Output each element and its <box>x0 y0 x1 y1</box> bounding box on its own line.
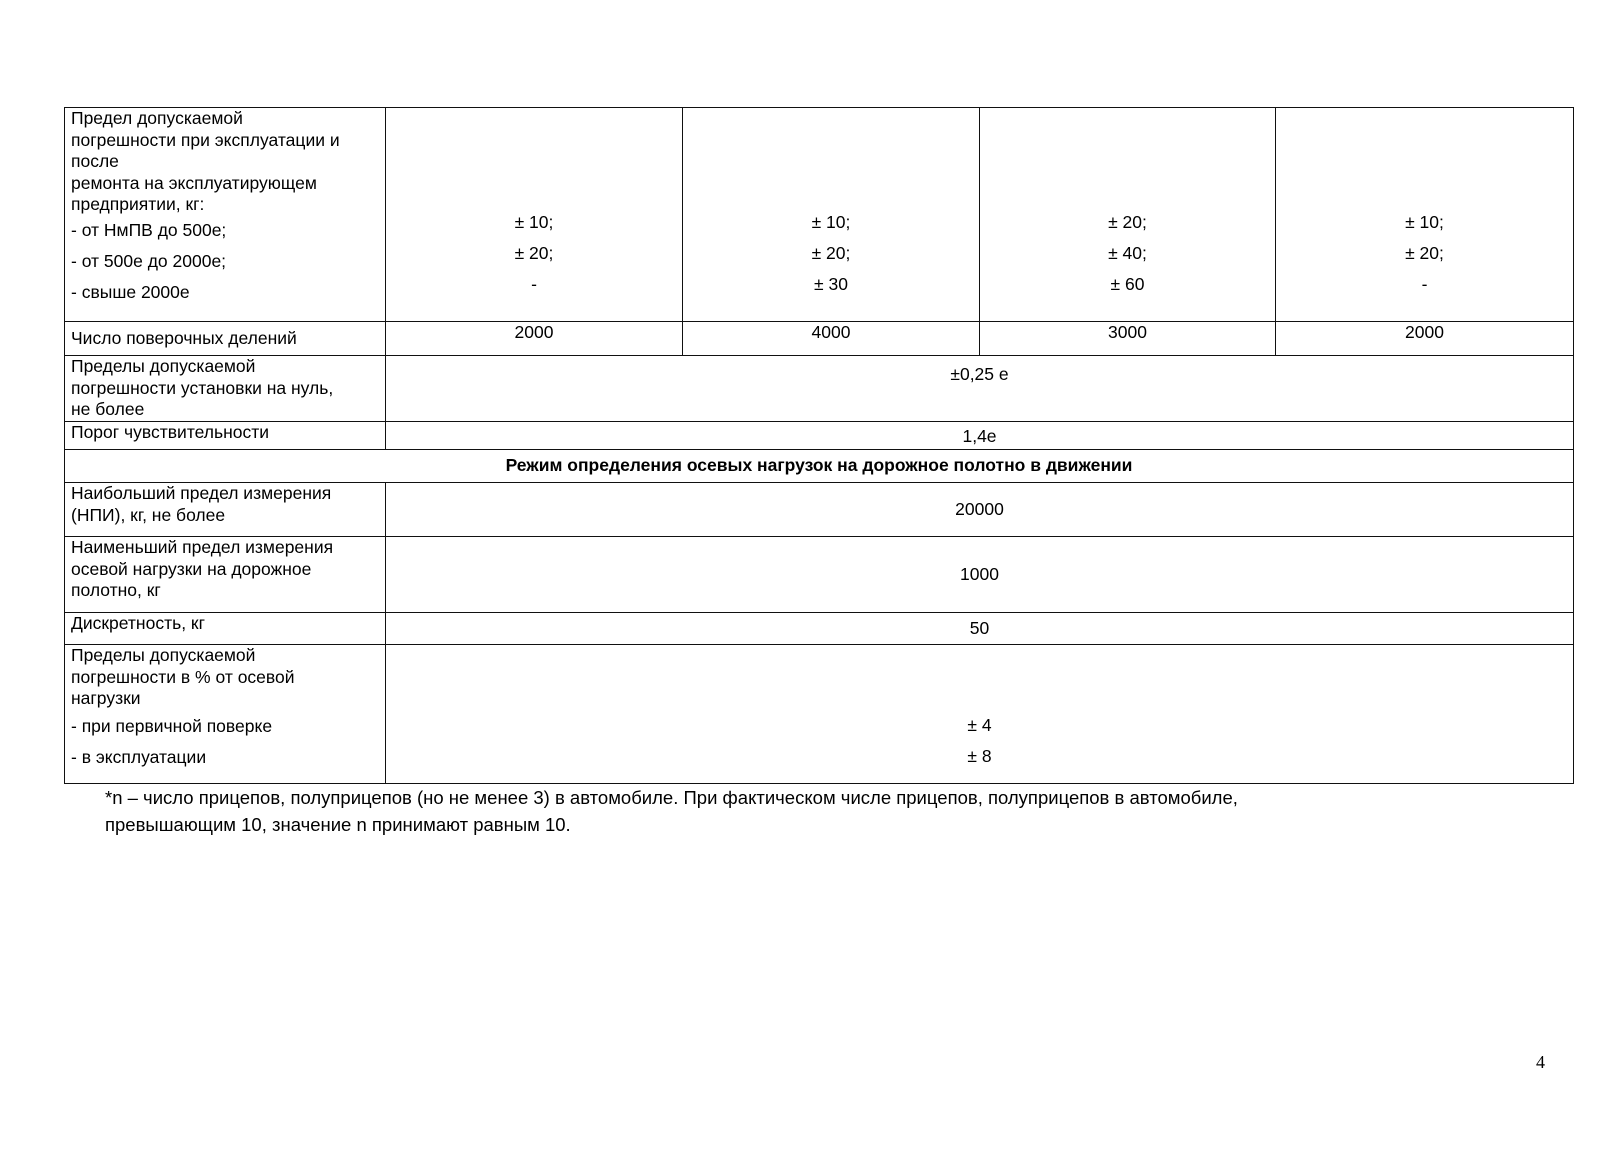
page-number: 4 <box>1536 1052 1545 1072</box>
sub-label: - в эксплуатации <box>71 746 207 767</box>
row-label <box>65 108 386 322</box>
value: ± 8 <box>967 746 992 766</box>
table-row <box>65 108 1574 322</box>
value: ± 20; <box>1405 243 1444 263</box>
label-line: полотно, кг <box>71 580 161 600</box>
value: - <box>531 274 537 294</box>
label-line: предприятии, кг: <box>71 194 205 214</box>
table-row <box>65 613 1574 645</box>
value: ± 40; <box>1108 243 1147 263</box>
value-cell: 50 <box>386 613 1574 645</box>
label-line: после <box>71 151 119 171</box>
value-cell: 1000 <box>386 537 1574 613</box>
label-line: Предел допускаемой <box>71 108 243 128</box>
label-line: осевой нагрузки на дорожное <box>71 558 312 579</box>
section-header: Режим определения осевых нагрузок на дорожное полотно в движении <box>65 450 1574 483</box>
row-label <box>65 537 386 613</box>
value-cell <box>386 645 1574 784</box>
value-cell: ±0,25 е <box>386 356 1574 422</box>
value-cell: 2000 <box>386 322 683 356</box>
sub-label: - свыше 2000е <box>71 281 190 302</box>
value: ± 20; <box>514 243 554 263</box>
row-label: Дискретность, кг <box>65 613 386 645</box>
label-line: Пределы допускаемой <box>71 356 256 376</box>
label-line: (НПИ), кг, не более <box>71 504 226 525</box>
row-label <box>65 483 386 537</box>
value-cell: 2000 <box>1276 322 1574 356</box>
footnote-line: *n – число прицепов, полуприцепов (но не менее 3) в автомобиле. При фактическом числе прицепов, полуприцепов в автомобиле, <box>105 787 1238 808</box>
label-line: ремонта на эксплуатирующем <box>71 172 317 193</box>
value: ± 20; <box>1108 212 1147 232</box>
value: ± 20; <box>811 243 851 263</box>
value-cell <box>980 108 1276 322</box>
label-line: Наименьший предел измерения <box>71 537 334 557</box>
value: ± 30 <box>814 274 848 294</box>
sub-label: - от 500е до 2000е; <box>71 250 227 271</box>
table-row <box>65 645 1574 784</box>
label-line: погрешности в % от осевой <box>71 666 295 687</box>
table-row <box>65 483 1574 537</box>
sub-label: - от НмПВ до 500е; <box>71 219 227 240</box>
value: ± 4 <box>967 715 992 735</box>
label-line: Пределы допускаемой <box>71 645 256 665</box>
value-cell: 3000 <box>980 322 1276 356</box>
label-line: погрешности установки на нуль, <box>71 377 334 398</box>
footnote-line: превышающим 10, значение n принимают равным 10. <box>105 814 571 835</box>
value-cell <box>683 108 980 322</box>
table-row <box>65 356 1574 422</box>
value-cell: 4000 <box>683 322 980 356</box>
label-line: не более <box>71 399 145 419</box>
value-cell: 1,4е <box>386 422 1574 450</box>
label-line: нагрузки <box>71 688 141 708</box>
label-line: погрешности при эксплуатации и <box>71 129 340 150</box>
value: ± 60 <box>1110 274 1145 294</box>
specs-table <box>64 107 1574 784</box>
value-cell <box>1276 108 1574 322</box>
row-label <box>65 356 386 422</box>
value-cell <box>386 108 683 322</box>
value: - <box>1421 274 1428 294</box>
row-label: Число поверочных делений <box>65 322 386 356</box>
row-label: Порог чувствительности <box>65 422 386 450</box>
table-row <box>65 422 1574 450</box>
table-row <box>65 322 1574 356</box>
value: ± 10; <box>514 212 554 232</box>
label-line: Наибольший предел измерения <box>71 483 332 503</box>
footnote <box>105 784 1555 838</box>
row-label <box>65 645 386 784</box>
value: ± 10; <box>1405 212 1444 232</box>
table-row <box>65 537 1574 613</box>
value: ± 10; <box>811 212 851 232</box>
section-header-row <box>65 450 1574 483</box>
sub-label: - при первичной поверке <box>71 715 273 736</box>
value-cell: 20000 <box>386 483 1574 537</box>
